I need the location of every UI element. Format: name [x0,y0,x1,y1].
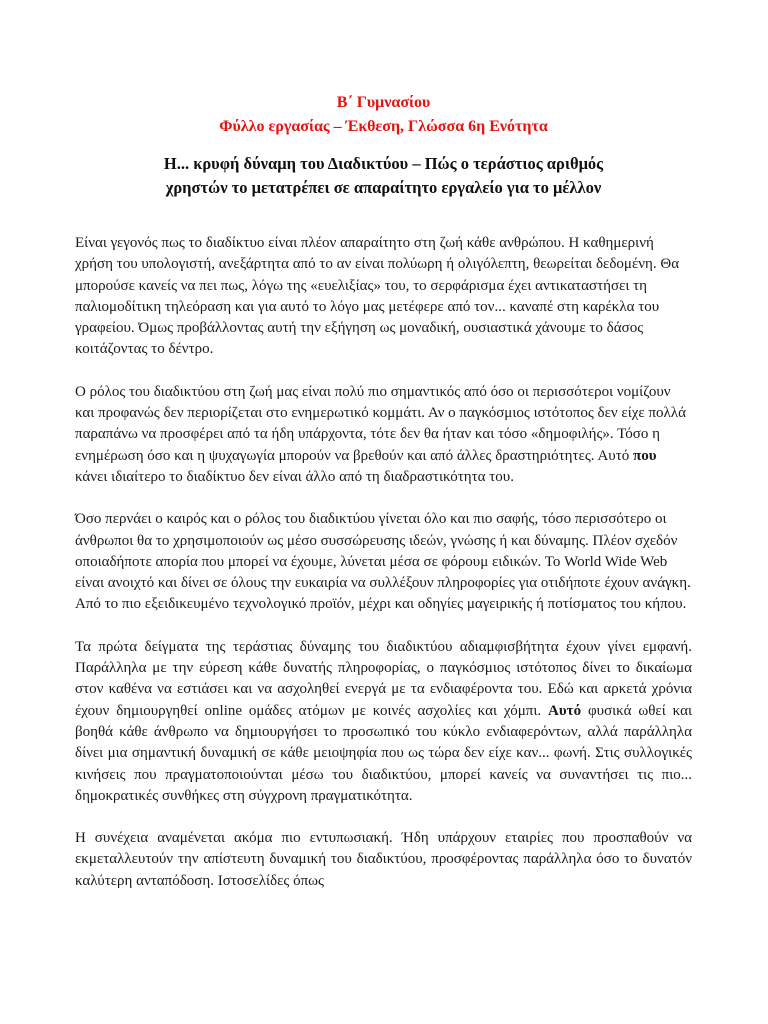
paragraph-2-text-start: Ο ρόλος του διαδικτύου στη ζωή μας είναι πολύ πιο σημαντικός από όσο οι περισσότεροι νομίζουν και προφανώς δεν περιορίζεται στο ενημερωτικό κομμάτι. Αν ο παγκόσμιος ιστότοπος δεν είχε πολλά παραπάνω να προσφέρει από τα ήδη υπάρχοντα, τότε δεν θα ήταν και τόσο «δημοφιλής». Τόσο η ενημέρωση όσο και η ψυχαγωγία μπορούν να βρεθούν και από άλλες δραστηριότητες. Αυτό [75,383,686,464]
worksheet-header [75,0,692,139]
paragraph-1: Είναι γεγονός πως το διαδίκτυο είναι πλέον απαραίτητο στη ζωή κάθε ανθρώπου. Η καθημερινή χρήση του υπολογιστή, ανεξάρτητα από το αν είναι πολύωρη ή ολιγόλεπτη, θεωρείται δεδομένη. Θα μπορούσε κανείς να πει πως, λόγω της «ευελιξίας» του, το σερφάρισμα έχει αντικαταστήσει τη παλιομοδίτικη τηλεόραση και για αυτό το λόγο μας μετέφερε από τον... καναπέ στη καρέκλα του γραφείου. Όμως προβάλλοντας αυτή την εξήγηση ως μοναδική, ουσιαστικά χάνουμε το δάσος κοιτάζοντας το δέντρο. [75,235,680,358]
article-title-line-1: Η... κρυφή δύναμη του Διαδικτύου – Πώς ο τεράστιος αριθμός [163,154,604,173]
paragraph-4-bold-word: Αυτό [548,702,582,719]
article-title [75,152,692,200]
paragraph-2 [75,382,692,488]
paragraph-3: Όσο περνάει ο καιρός και ο ρόλος του διαδικτύου γίνεται όλο και πιο σαφής, τόσο περισσότερο οι άνθρωποι θα το χρησιμοποιούν ως μέσο συσσώρευσης ιδεών, γνώσης ή και δύναμης. Πλέον σχεδόν οποιαδήποτε απορία που μπορεί να έχουμε, λύνεται μέσα σε φόρουμ ειδικών. Το World Wide Web είναι ανοιχτό και δίνει σε όλους την ευκαιρία να συλλέξουν πληροφορίες για οτιδήποτε έχουν ανάγκη. Από το πιο εξειδικευμένο τεχνολογικό προϊόν, μέχρι και οδηγίες μαγειρικής ή ποτίσματος του κήπου. [75,511,691,613]
paragraph-2-bold-word: που [632,447,657,464]
paragraph-5: Η συνέχεια αναμένεται ακόμα πιο εντυπωσιακή. Ήδη υπάρχουν εταιρίες που προσπαθούν να εκμεταλλευτούν την απίστευτη δυναμική του διαδικτύου, προσφέροντας παράλληλα όσο το δυνατόν καλύτερη ανταπόδοση. Ιστοσελίδες όπως [75,830,692,889]
article-body [75,233,692,892]
paragraph-2-text-end: κάνει ιδιαίτερο το διαδίκτυο δεν είναι άλλο από τη διαδραστικότητα του. [75,468,514,485]
paragraph-4-text-end: φυσικά ωθεί και βοηθά κάθε άνθρωπο να δημιουργήσει το προσωπικό του κύκλο ενδιαφερόντων, αλλά παράλληλα δίνει μια σημαντική δυναμική σε κάθε μειοψηφία που ως τώρα δεν είχε καν... φωνή. Στις συλλογικές κινήσεις που πραγματοποιούνται μέσω του διαδικτύου, μπορεί κανείς να συναντήσει τις πιο... δημοκρατικές συνθήκες στη σύγχρονη πραγματικότητα. [75,702,692,804]
worksheet-subtitle: Φύλλο εργασίας – Έκθεση, Γλώσσα 6η Ενότητα [219,118,548,135]
paragraph-4-text-start: Τα πρώτα δείγματα της τεράστιας δύναμης του διαδικτύου αδιαμφισβήτητα έχουν γίνει εμφανή. Παράλληλα με την εύρεση κάθε δυνατής πληροφορίας, ο παγκόσμιος ιστότοπος δίνει το δικαίωμα στον καθένα να εστιάσει και να ασχοληθεί ενεργά με τα ενδιαφέροντα του. Εδώ και αρκετά χρόνια έχουν δημιουργηθεί online ομάδες ατόμων με κοινές ασχολίες και χόμπι. [75,638,692,719]
article-title-line-2: χρηστών το μετατρέπει σε απαραίτητο εργαλείο για το μέλλον [165,178,602,197]
grade-label: Β΄ Γυμνασίου [336,94,431,111]
paragraph-4 [75,637,692,807]
